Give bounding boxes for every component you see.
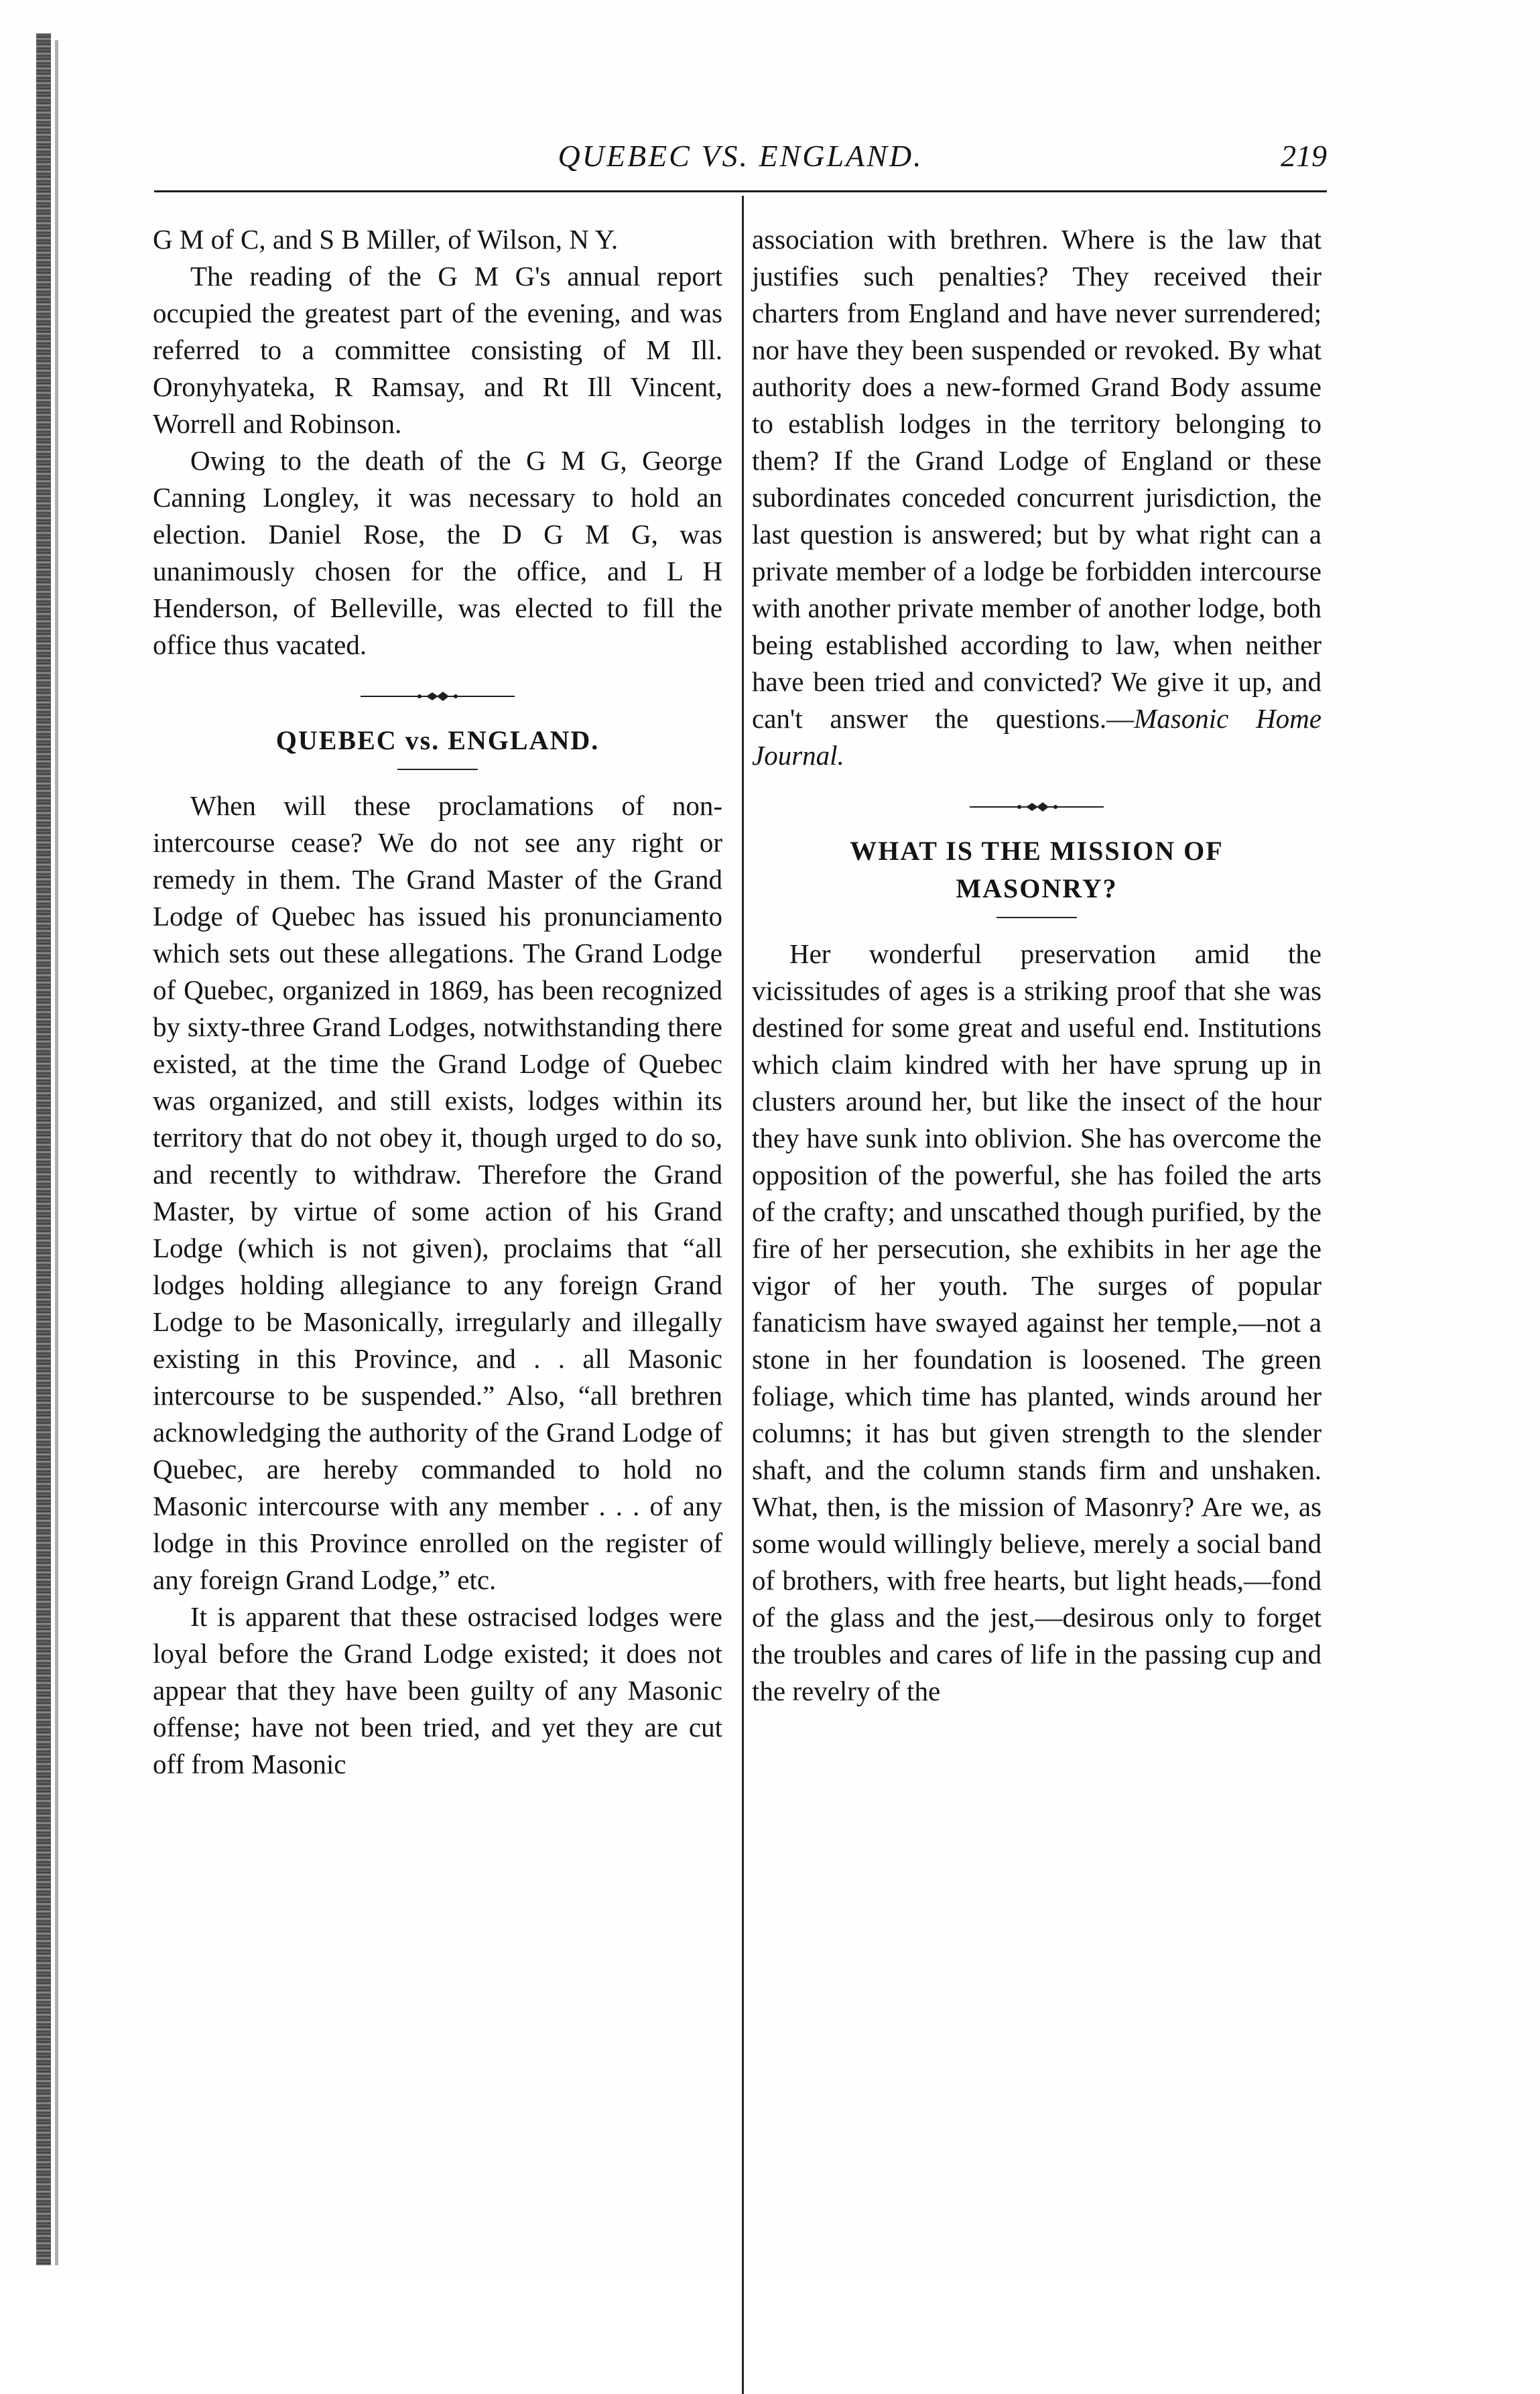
continued-text: association with brethren. Where is the law that justifies such penalties? They received their charters from England and have never surrendered; nor have they been suspended or revoked. By what authority does a new-formed Grand Body assume to establish lodges in the territory belonging to them? If the Grand Lodge of England or these subordinates conceded concurrent jurisdiction, the last question is answered; but by what right can a private member of a lodge be forbidden intercourse with another private member of another lodge, both being established according to law, when neither have been tried and convicted? We give it up, and can't answer the questions.—: [752, 224, 1322, 734]
article-paragraph: When will these proclamations of non-intercourse cease? We do not see any right or remedy in them. The Grand Master of the Grand Lodge of Quebec has issued his pronunciamento which sets out these allegations. The Grand Lodge of Quebec, organized in 1869, has been recognized by sixty-three Grand Lodges, notwithstanding there existed, at the time the Grand Lodge of Quebec was organized, and still exists, lodges within its territory that do not obey it, though urged to do so, and recently to withdraw. Therefore the Grand Master, by virtue of some action of his Grand Lodge (which is not given), proclaims that “all lodges holding allegiance to any foreign Grand Lodge to be Masonically, irregularly and illegally existing in this Province, and . . all Masonic intercourse to be suspended.” Also, “all brethren acknowledging the authority of the Grand Lodge of Quebec, are hereby commanded to hold no Masonic intercourse with any member . . . of any lodge in this Province enrolled on the register of any foreign Grand Lodge,” etc.: [153, 790, 722, 1595]
continued-paragraph: The reading of the G M G's annual report occupied the greatest part of the evening, and was referred to a committee consisting of M Ill. Oronyhyateka, R Ramsay, and Rt Ill Vincent, Worrell and Robinson.: [153, 261, 722, 439]
running-title: QUEBEC VS. ENGLAND.: [558, 139, 923, 173]
binding-edge-shadow: [55, 40, 58, 2265]
ornament-divider: [153, 676, 722, 712]
article-title: QUEBEC vs. ENGLAND.: [275, 725, 600, 755]
continued-paragraph: [752, 221, 1322, 774]
title-rule: [397, 769, 478, 770]
article-paragraph: Her wonderful preservation amid the vicissitudes of ages is a striking proof that she was destined for some great and useful end. Institutions which claim kindred with her have sprung up in clusters around her, but like the insect of the hour they have sunk into oblivion. She has overcome the opposition of the powerful, she has foiled the arts of the crafty; and unscathed though purified, by the fire of her persecution, she exhibits in her age the vigor of her youth. The surges of popular fanaticism have swayed against her temple,—not a stone in her foundation is loosened. The green foliage, which time has planted, winds around her columns; it has but given strength to the slender shaft, and the column stands firm and unshaken. What, then, is the mission of Masonry? Are we, as some would willingly believe, merely a social band of brothers, with free hearts, but light heads,—fond of the glass and the jest,—desirous only to forget the troubles and cares of life in the passing cup and the revelry of the: [752, 938, 1322, 1706]
left-column: [153, 221, 722, 1783]
ornament-rule-icon: [361, 690, 515, 703]
column-divider: [742, 196, 744, 2394]
ornament-divider: [752, 786, 1322, 823]
article-paragraph: It is apparent that these ostracised lodges were loyal before the Grand Lodge existed; it does not appear that they have been guilty of any Masonic offense; have not been tried, and yet they are cut off from Masonic: [153, 1601, 722, 1779]
binding-edge: [36, 34, 51, 2265]
header-rule: [154, 190, 1327, 192]
article-title-line: MASONRY?: [956, 873, 1118, 903]
article-title: [752, 832, 1322, 907]
right-column: [752, 221, 1322, 1710]
continued-paragraph: Owing to the death of the G M G, George Canning Longley, it was necessary to hold an election. Daniel Rose, the D G M G, was unanimously chosen for the office, and L H Henderson, of Belleville, was elected to fill the office thus vacated.: [153, 445, 722, 660]
source-citation: Masonic Home Journal.: [752, 703, 1322, 771]
ornament-rule-icon: [970, 800, 1104, 814]
running-head: [154, 133, 1327, 180]
continued-paragraph: G M of C, and S B Miller, of Wilson, N Y.: [153, 224, 619, 255]
article-title-line: WHAT IS THE MISSION OF: [850, 836, 1224, 866]
title-rule: [997, 917, 1077, 918]
page-number: 219: [1281, 139, 1327, 173]
